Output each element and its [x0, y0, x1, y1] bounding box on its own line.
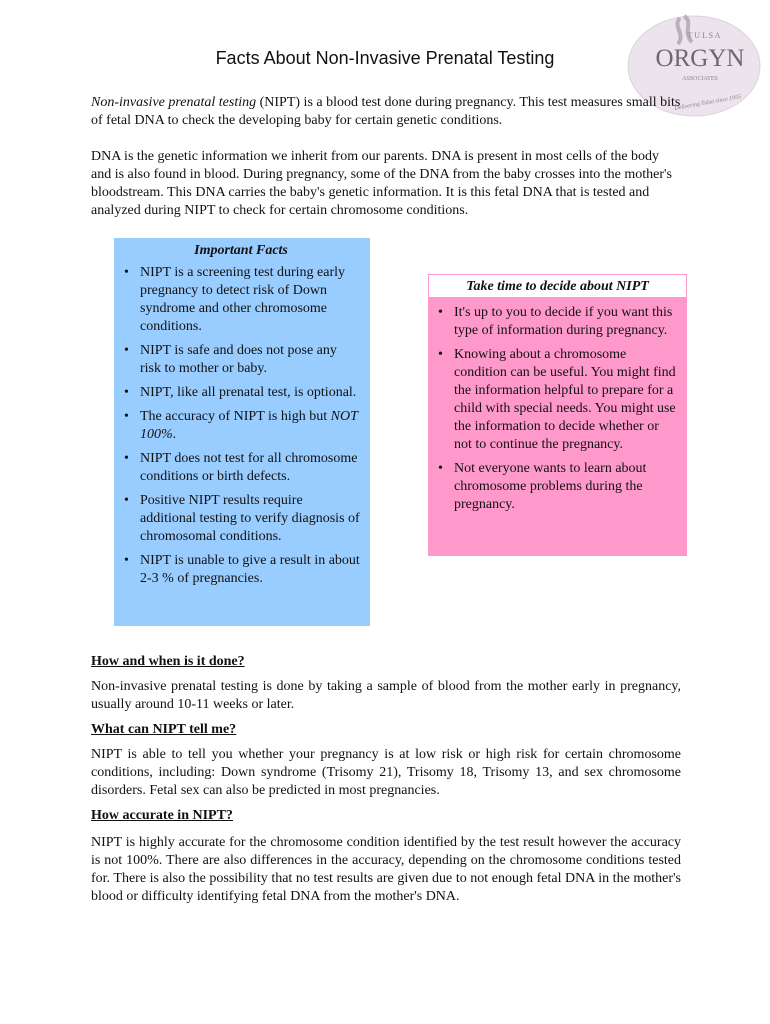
- important-facts-title: Important Facts: [194, 243, 288, 258]
- intro-paragraph-1: [91, 94, 681, 130]
- list-item: • NIPT is safe and does not pose any risk to mother or baby.: [124, 343, 337, 376]
- not-100-emphasis: NOT 100%: [140, 409, 358, 442]
- what-heading: What can NIPT tell me?: [91, 722, 237, 737]
- logo-tagline: Delivering Tulsa since 1955: [674, 94, 742, 112]
- logo-top-text: T U L S A: [687, 31, 721, 40]
- decide-box: [428, 274, 687, 556]
- bullet-icon: •: [438, 461, 443, 476]
- logo-sub-text: ASSOCIATES: [682, 76, 718, 82]
- list-item: • It's up to you to decide if you want this type of information during pregnancy.: [438, 305, 673, 338]
- bullet-icon: •: [124, 265, 129, 280]
- intro-paragraph-1-text: (NIPT) is a blood test done during pregnancy. This test measures small bits of fetal DNA to check the developing baby for certain genetic conditions.: [91, 95, 681, 128]
- bullet-icon: •: [124, 385, 129, 400]
- bullet-icon: •: [438, 347, 443, 362]
- bullet-icon: •: [124, 493, 129, 508]
- list-item: • The accuracy of NIPT is high but NOT 100%.: [124, 409, 358, 442]
- logo-main-text: ORGYN: [655, 45, 745, 72]
- nipt-term: Non-invasive prenatal testing: [91, 95, 257, 110]
- bullet-icon: •: [124, 553, 129, 568]
- list-item: • Positive NIPT results require additional testing to verify diagnosis of chromosomal conditions.: [124, 493, 360, 544]
- how-heading: How and when is it done?: [91, 654, 245, 669]
- bullet-icon: •: [124, 451, 129, 466]
- accuracy-heading: How accurate in NIPT?: [91, 808, 233, 823]
- page-title: Facts About Non-Invasive Prenatal Testing: [215, 48, 555, 68]
- bullet-icon: •: [124, 343, 129, 358]
- important-facts-box: [114, 238, 370, 626]
- bullet-icon: •: [124, 409, 129, 424]
- list-item: • NIPT is unable to give a result in about 2-3 % of pregnancies.: [124, 553, 360, 586]
- intro-paragraph-2: DNA is the genetic information we inherit from our parents. DNA is present in most cells of the body and is also found in blood. During pregnancy, some of the DNA from the baby crosses into the mother's bloodstream. This DNA carries the baby's genetic information. It is this fetal DNA that is tested and analyzed during NIPT to check for certain chromosome conditions.: [91, 149, 672, 218]
- how-body: Non-invasive prenatal testing is done by taking a sample of blood from the mother early in pregnancy, usually around 10-11 weeks or later.: [91, 679, 681, 712]
- list-item: • NIPT does not test for all chromosome conditions or birth defects.: [124, 451, 358, 484]
- important-facts-list: [122, 264, 360, 588]
- decide-title: Take time to decide about NIPT: [466, 279, 649, 294]
- list-item: • Knowing about a chromosome condition can be useful. You might find the information helpful to prepare for a child with special needs. You might use the information to decide whether or not to continue the pregnancy.: [438, 347, 676, 452]
- bullet-icon: •: [438, 305, 443, 320]
- list-item: • NIPT, like all prenatal test, is optional.: [124, 385, 357, 400]
- list-item: • Not everyone wants to learn about chromosome problems during the pregnancy.: [438, 461, 647, 512]
- what-body: NIPT is able to tell you whether your pregnancy is at low risk or high risk for certain chromosome conditions, including: Down syndrome (Trisomy 21), Trisomy 18, Trisomy 13, and sex chromosome disorders. Fetal sex can also be predicted in most pregnancies.: [91, 747, 681, 798]
- accuracy-body: NIPT is highly accurate for the chromosome condition identified by the test result however the accuracy is not 100%. There are also differences in the accuracy, depending on the chromosome conditions tested for. There is also the possibility that no test results are given due to not enough fetal DNA in the mother's blood or difficulty identifying fetal DNA from the mother's DNA.: [91, 835, 681, 904]
- list-item: • NIPT is a screening test during early pregnancy to detect risk of Down syndrome and other chromosome conditions.: [124, 265, 346, 334]
- decide-list: [436, 304, 679, 514]
